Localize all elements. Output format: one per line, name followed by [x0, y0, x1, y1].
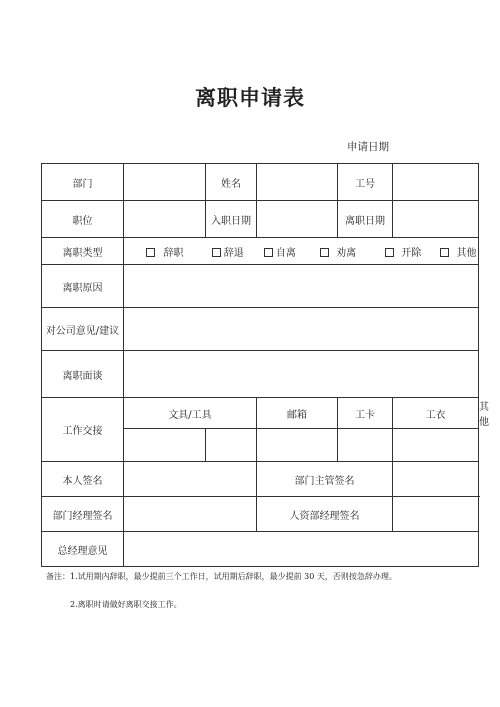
handover-uniform-cell[interactable]: [393, 429, 479, 462]
supervisor-sign-field[interactable]: [393, 462, 479, 497]
self-sign-field[interactable]: [124, 462, 257, 497]
handover-tools-cell[interactable]: [124, 429, 206, 462]
gm-opinion-field[interactable]: [124, 532, 479, 567]
name-field[interactable]: [257, 164, 338, 201]
self-sign-label: 本人签名: [42, 462, 124, 497]
leave-date-field[interactable]: [393, 201, 479, 238]
opinion-label: 对公司意见/建议: [42, 308, 124, 351]
hr-sign-field[interactable]: [393, 497, 479, 532]
option-expel[interactable]: 开除: [385, 244, 421, 259]
dept-field[interactable]: [124, 164, 206, 201]
manager-sign-label: 部门经理签名: [42, 497, 124, 532]
checkbox-icon: [212, 248, 221, 257]
handover-email-cell[interactable]: [257, 429, 338, 462]
handover-header-badge: 工卡: [338, 398, 393, 429]
checkbox-icon: [146, 248, 155, 257]
name-label: 姓名: [206, 164, 257, 201]
position-label: 职位: [42, 201, 124, 238]
leave-type-options: [124, 238, 479, 265]
opinion-field[interactable]: [124, 308, 479, 351]
form-title: 离职申请表: [195, 85, 305, 110]
handover-header-uniform: 工衣: [393, 398, 479, 429]
interview-label: 离职面谈: [42, 351, 124, 398]
employee-id-label: 工号: [338, 164, 393, 201]
handover-badge-cell[interactable]: [338, 429, 393, 462]
checkbox-icon: [440, 248, 449, 257]
option-persuade[interactable]: 劝离: [320, 244, 356, 259]
reason-label: 离职原因: [42, 265, 124, 308]
hr-sign-label: 人资部经理签名: [257, 497, 393, 532]
interview-field[interactable]: [124, 351, 479, 398]
supervisor-sign-label: 部门主管签名: [257, 462, 393, 497]
note-line-2: 2.离职时请做好离职交接工作。: [70, 600, 182, 609]
application-date-label: 申请日期: [347, 141, 389, 153]
leave-type-label: 离职类型: [42, 238, 124, 265]
reason-field[interactable]: [124, 265, 479, 308]
join-date-field[interactable]: [257, 201, 338, 238]
option-other[interactable]: 其他: [440, 244, 476, 259]
employee-id-field[interactable]: [393, 164, 479, 201]
option-self-leave[interactable]: 自离: [264, 244, 296, 259]
handover-header-tools: 文具/工具: [124, 398, 257, 429]
handover-tools-cell-2[interactable]: [206, 429, 257, 462]
handover-label: 工作交接: [42, 398, 124, 462]
checkbox-icon: [320, 248, 329, 257]
option-dismiss[interactable]: 辞退: [212, 244, 244, 259]
note-line-1: 备注：1.试用期内辞职，最少提前三个工作日，试用期后辞职，最少提前 30 天，否则按急辞办理。: [46, 572, 397, 581]
dept-label: 部门: [42, 164, 124, 201]
leave-date-label: 离职日期: [338, 201, 393, 238]
option-resign[interactable]: 辞职: [146, 244, 184, 259]
checkbox-icon: [385, 248, 394, 257]
join-date-label: 入职日期: [206, 201, 257, 238]
position-field[interactable]: [124, 201, 206, 238]
resignation-form-table: 部门 姓名 工号 职位 入职日期 离职日期 离职类型 辞职 辞退 自离 劝离 开除 其他 离职原因 对公司意见/建议 离职面谈 工作交接 文具/工具 邮箱 工卡 工衣 其他 本人签名 部门主管签名 部门经理签名 人资部经理签名 总经理意见: [41, 163, 479, 567]
gm-opinion-label: 总经理意见: [42, 532, 124, 567]
checkbox-icon: [264, 248, 273, 257]
handover-header-email: 邮箱: [257, 398, 338, 429]
manager-sign-field[interactable]: [124, 497, 257, 532]
